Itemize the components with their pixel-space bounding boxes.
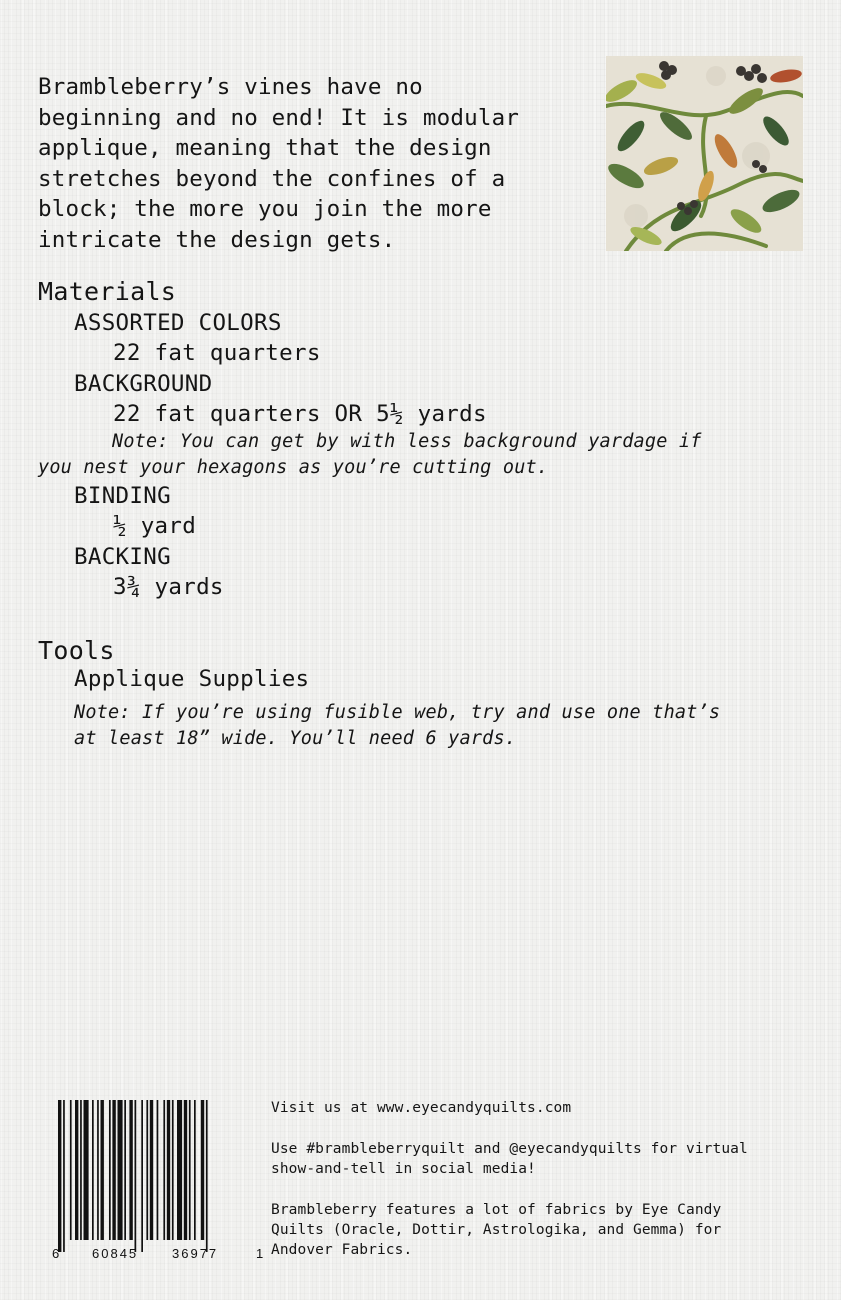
intro-line: intricate the design gets. <box>38 226 396 253</box>
tools-item: Applique Supplies <box>74 666 310 692</box>
barcode-bar <box>129 1100 132 1240</box>
binding-amount: ½ yard <box>113 513 197 539</box>
assorted-colors-amount: 22 fat quarters <box>113 340 321 366</box>
barcode-bars <box>58 1100 208 1252</box>
intro-line: beginning and no end! It is modular <box>38 104 520 131</box>
barcode-bar <box>109 1100 111 1240</box>
barcode <box>52 1100 264 1260</box>
footer-fabrics-line-3: Andover Fabrics. <box>271 1242 413 1258</box>
barcode-bar <box>112 1100 115 1240</box>
barcode-bar <box>163 1100 165 1240</box>
barcode-right-group: 36977 <box>172 1246 219 1260</box>
barcode-bar <box>118 1100 123 1240</box>
barcode-bar <box>141 1100 143 1252</box>
binding-label: BINDING <box>74 483 171 509</box>
barcode-last-digit: 1 <box>256 1246 264 1260</box>
intro-line: Brambleberry’s vines have no <box>38 74 423 100</box>
footer-fabrics-line-2: Quilts (Oracle, Dottir, Astrologika, and Gemma) for <box>271 1222 722 1238</box>
barcode-bar <box>189 1100 191 1240</box>
barcode-bar <box>206 1100 208 1252</box>
backing-amount: 3¾ yards <box>113 574 224 600</box>
barcode-bar <box>97 1100 99 1240</box>
barcode-first-digit: 6 <box>52 1246 60 1260</box>
barcode-bar <box>70 1100 72 1240</box>
intro-line: block; the more you join the more <box>38 196 492 222</box>
background-note-line-2: you nest your hexagons as you’re cutting out. <box>38 457 549 478</box>
intro-paragraph <box>38 72 598 255</box>
footer-social-line-1: Use #brambleberryquilt and @eyecandyquilts for virtual <box>271 1141 748 1157</box>
barcode-bar <box>75 1100 78 1240</box>
barcode-bar <box>172 1100 174 1240</box>
materials-heading: Materials <box>38 277 177 306</box>
barcode-bar <box>58 1100 61 1252</box>
footer-visit-text: Visit us at www.eyecandyquilts.com <box>271 1100 572 1116</box>
barcode-bar <box>80 1100 82 1240</box>
tools-note-line-2: at least 18” wide. You’ll need 6 yards. <box>74 728 517 749</box>
barcode-bar <box>146 1100 148 1240</box>
barcode-bar <box>201 1100 204 1240</box>
footer-social-line-2: show-and-tell in social media! <box>271 1161 536 1177</box>
footer-fabrics-line-1: Brambleberry features a lot of fabrics by Eye Candy <box>271 1202 722 1218</box>
barcode-bar <box>84 1100 89 1240</box>
background-note-line-1: Note: You can get by with less background yardage if <box>112 431 702 452</box>
background-amount: 22 fat quarters OR 5½ yards <box>113 401 487 427</box>
barcode-bar <box>63 1100 65 1252</box>
barcode-bar <box>101 1100 104 1240</box>
tools-note-line-1: Note: If you’re using fusible web, try and use one that’s <box>74 702 721 723</box>
barcode-bar <box>184 1100 187 1240</box>
assorted-colors-label: ASSORTED COLORS <box>74 310 282 336</box>
barcode-bar <box>157 1100 159 1240</box>
tools-heading: Tools <box>38 636 115 665</box>
intro-line: applique, meaning that the design <box>38 135 492 161</box>
backing-label: BACKING <box>74 544 171 570</box>
intro-line: stretches beyond the confines of a <box>38 165 506 192</box>
barcode-bar <box>194 1100 196 1240</box>
leaf-vine-fabric-image <box>606 56 803 251</box>
barcode-bar <box>177 1100 182 1240</box>
barcode-bar <box>135 1100 137 1252</box>
background-label: BACKGROUND <box>74 371 213 397</box>
barcode-bar <box>167 1100 170 1240</box>
barcode-bar <box>150 1100 153 1240</box>
barcode-left-group: 60845 <box>92 1246 139 1260</box>
barcode-bar <box>92 1100 94 1240</box>
barcode-bar <box>124 1100 126 1240</box>
